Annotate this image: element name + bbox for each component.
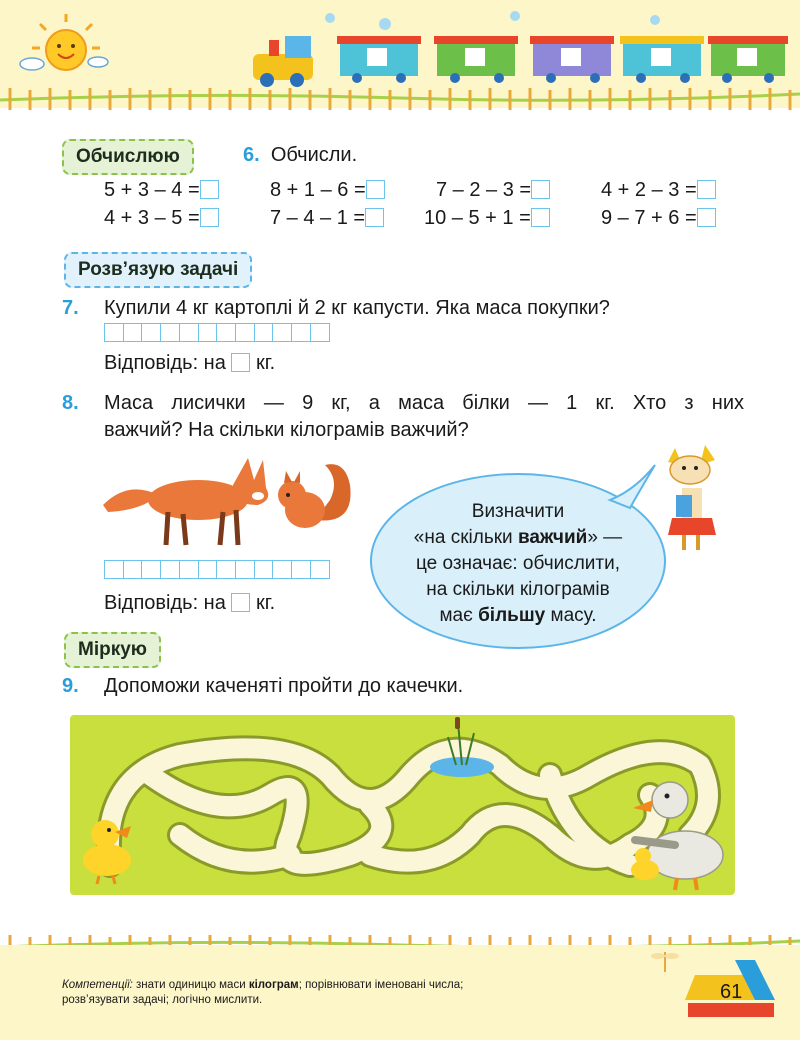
task-8-answer (104, 590, 275, 616)
competencies-note: Компетенції: знати одиницю маси кілограм; порівнювати іменовані числа; розв’язувати задачі; логічно мислити. (62, 979, 464, 1006)
section-tag-think: Міркую (64, 632, 161, 668)
sun-icon (18, 12, 113, 82)
task-8-line-1: Маса лисички — 9 кг, а маса білки — 1 кг. Хто з них (104, 392, 744, 414)
section-tag-tasks: Розв’язую задачі (64, 252, 252, 288)
answer-prefix: Відповідь: на (104, 592, 226, 614)
task-6-header (243, 142, 357, 168)
maze[interactable] (70, 715, 735, 895)
bubble-tail (600, 460, 660, 510)
hint-line: на скільки кілограмів (426, 579, 610, 600)
expression: 10 – 5 + 1 = (424, 207, 531, 229)
task-title: Обчисли. (270, 144, 358, 166)
task-7-answer (104, 350, 275, 376)
hint-line: має більшу масу. (439, 605, 597, 626)
answer-box[interactable] (365, 208, 384, 227)
expression: 7 – 2 – 3 = (436, 179, 532, 201)
hint-line: «на скільки важчий» — (413, 527, 623, 548)
answer-box[interactable] (200, 180, 219, 199)
squirrel-illustration (270, 455, 355, 535)
hint-line: це означає: обчислити, (415, 553, 621, 574)
solution-grid[interactable] (104, 560, 328, 579)
answer-prefix: Відповідь: на (104, 352, 226, 374)
expression: 4 + 2 – 3 = (601, 179, 697, 201)
task-6-row-2 (104, 205, 219, 231)
solution-grid[interactable] (104, 323, 328, 342)
task-6-row-1 (270, 177, 385, 203)
expression: 5 + 3 – 4 = (104, 179, 200, 201)
expression: 8 + 1 – 6 = (270, 179, 366, 201)
task-6-row-2 (601, 205, 716, 231)
task-number: 9. (62, 675, 79, 697)
answer-box[interactable] (231, 353, 250, 372)
task-6-row-1 (601, 177, 716, 203)
competencies-label: Компетенції: (62, 979, 133, 991)
task-number: 8. (62, 392, 79, 414)
competencies-line-2: розв’язувати задачі; логічно мислити. (62, 994, 263, 1006)
fox-illustration (98, 450, 278, 550)
hint-line: Визначити (471, 501, 565, 522)
task-6-row-1 (104, 177, 219, 203)
answer-box[interactable] (366, 180, 385, 199)
answer-unit: кг. (255, 592, 276, 614)
answer-box[interactable] (200, 208, 219, 227)
task-number: 7. (62, 297, 79, 319)
train-illustration (245, 10, 790, 90)
expression: 9 – 7 + 6 = (601, 207, 697, 229)
answer-box[interactable] (531, 180, 550, 199)
answer-box[interactable] (531, 208, 550, 227)
section-tag-calc: Обчислюю (62, 139, 194, 175)
answer-unit: кг. (255, 352, 276, 374)
task-6-row-2 (424, 205, 550, 231)
task-9-number (62, 673, 79, 699)
task-6-row-1 (436, 177, 550, 203)
mother-duck-illustration (615, 770, 730, 895)
fox-girl-character (660, 440, 730, 555)
task-7-question: Купили 4 кг картоплі й 2 кг капусти. Яка маса покупки? (104, 297, 610, 319)
task-6-row-2 (270, 205, 384, 231)
dragonfly-icon (650, 948, 680, 974)
expression: 4 + 3 – 5 = (104, 207, 200, 229)
task-8-number (62, 390, 79, 416)
page-number: 61 (720, 981, 743, 1003)
answer-box[interactable] (231, 593, 250, 612)
expression: 7 – 4 – 1 = (270, 207, 366, 229)
answer-box[interactable] (697, 208, 716, 227)
task-9-question: Допоможи каченяті пройти до качечки. (104, 675, 464, 697)
task-number: 6. (243, 144, 260, 166)
task-7-text (62, 295, 79, 321)
task-8-line-2: важчий? На скільки кілограмів важчий? (104, 419, 469, 441)
duckling-illustration (75, 810, 140, 885)
answer-box[interactable] (697, 180, 716, 199)
